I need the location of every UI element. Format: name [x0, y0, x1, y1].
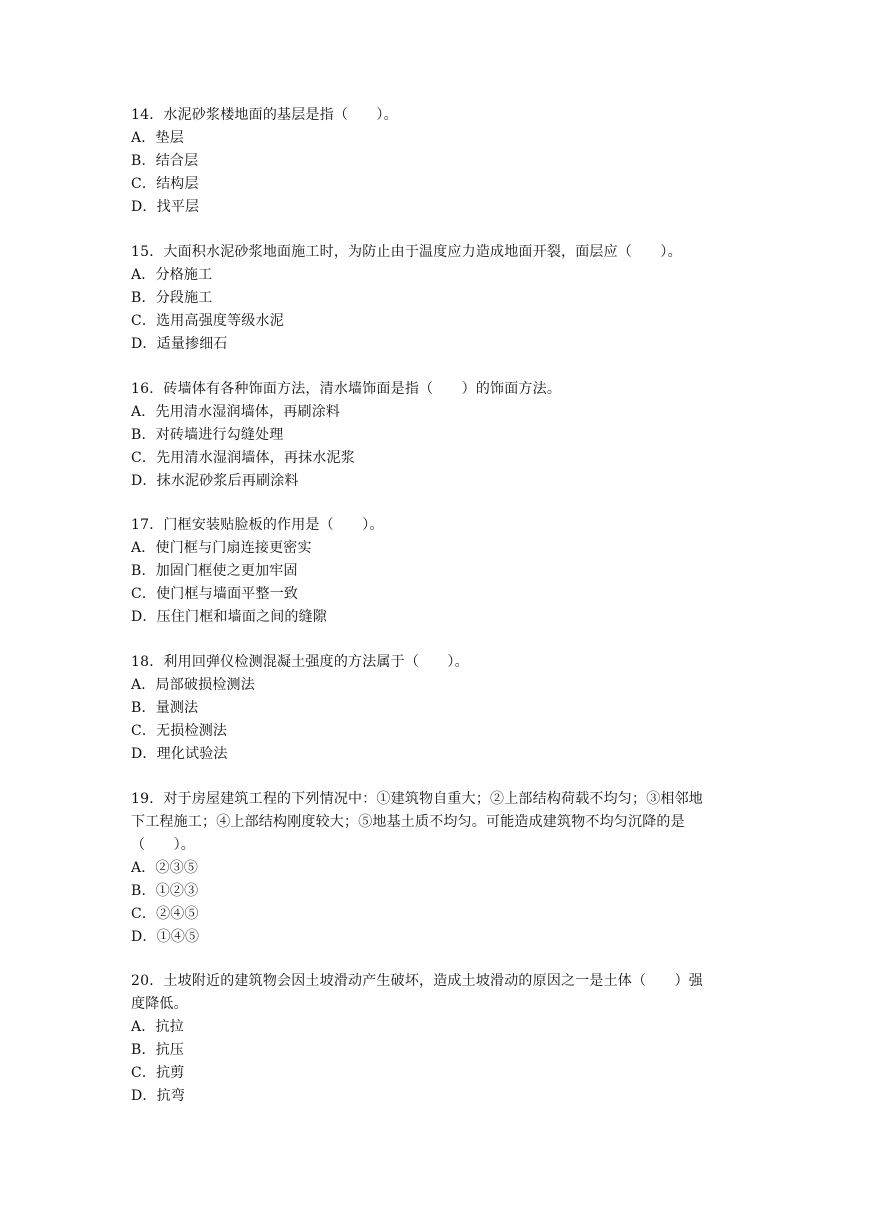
question-stem: 16．砖墙体有各种饰面方法，清水墙饰面是指（ ）的饰面方法。	[131, 381, 562, 397]
option-c: C．抗剪	[131, 1065, 185, 1081]
question-20	[131, 970, 741, 1108]
question-19	[131, 788, 741, 949]
option-c: C．无损检测法	[131, 723, 228, 739]
option-d: D．适量掺细石	[131, 336, 228, 352]
question-17	[131, 514, 741, 629]
option-a: A．②③⑤	[131, 860, 199, 876]
question-stem: 14．水泥砂浆楼地面的基层是指（ ）。	[131, 107, 398, 123]
question-stem-line: 度降低。	[131, 996, 188, 1012]
option-b: B．加固门框使之更加牢固	[131, 563, 298, 579]
option-a: A．抗拉	[131, 1019, 184, 1035]
question-15	[131, 241, 741, 356]
option-b: B．对砖墙进行勾缝处理	[131, 427, 284, 443]
question-18	[131, 651, 741, 766]
question-stem-line: 19．对于房屋建筑工程的下列情况中：①建筑物自重大；②上部结构荷载不均匀；③相邻地	[131, 791, 704, 807]
question-stem: 15．大面积水泥砂浆地面施工时，为防止由于温度应力造成地面开裂，面层应（ ）。	[131, 244, 682, 260]
option-c: C．②④⑤	[131, 906, 199, 922]
option-d: D．理化试验法	[131, 746, 228, 762]
option-a: A．先用清水湿润墙体，再刷涂料	[131, 404, 341, 420]
question-16	[131, 378, 741, 493]
option-c: C．先用清水湿润墙体，再抹水泥浆	[131, 450, 355, 466]
option-b: B．量测法	[131, 700, 199, 716]
option-a: A．使门框与门扇连接更密实	[131, 540, 312, 556]
option-a: A．分格施工	[131, 267, 213, 283]
question-stem-line: 下工程施工；④上部结构刚度较大；⑤地基土质不均匀。可能造成建筑物不均匀沉降的是	[131, 814, 685, 830]
option-c: C．结构层	[131, 176, 199, 192]
option-b: B．①②③	[131, 883, 199, 899]
option-b: B．结合层	[131, 153, 199, 169]
question-stem-line: 20．土坡附近的建筑物会因土坡滑动产生破坏，造成土坡滑动的原因之一是土体（ ）强	[131, 973, 704, 989]
question-stem-line: （ ）。	[131, 837, 195, 853]
option-c: C．选用高强度等级水泥	[131, 313, 284, 329]
option-c: C．使门框与墙面平整一致	[131, 586, 299, 602]
option-a: A．垫层	[131, 130, 184, 146]
question-stem: 17．门框安装贴脸板的作用是（ ）。	[131, 517, 384, 533]
option-a: A．局部破损检测法	[131, 677, 255, 693]
question-stem: 18．利用回弹仪检测混凝土强度的方法属于（ ）。	[131, 654, 469, 670]
option-b: B．抗压	[131, 1042, 185, 1058]
option-d: D．①④⑤	[131, 929, 200, 945]
question-14	[131, 104, 741, 219]
option-b: B．分段施工	[131, 290, 213, 306]
option-d: D．压住门框和墙面之间的缝隙	[131, 609, 328, 625]
option-d: D．抹水泥砂浆后再刷涂料	[131, 473, 299, 489]
option-d: D．找平层	[131, 199, 200, 215]
option-d: D．抗弯	[131, 1088, 186, 1104]
